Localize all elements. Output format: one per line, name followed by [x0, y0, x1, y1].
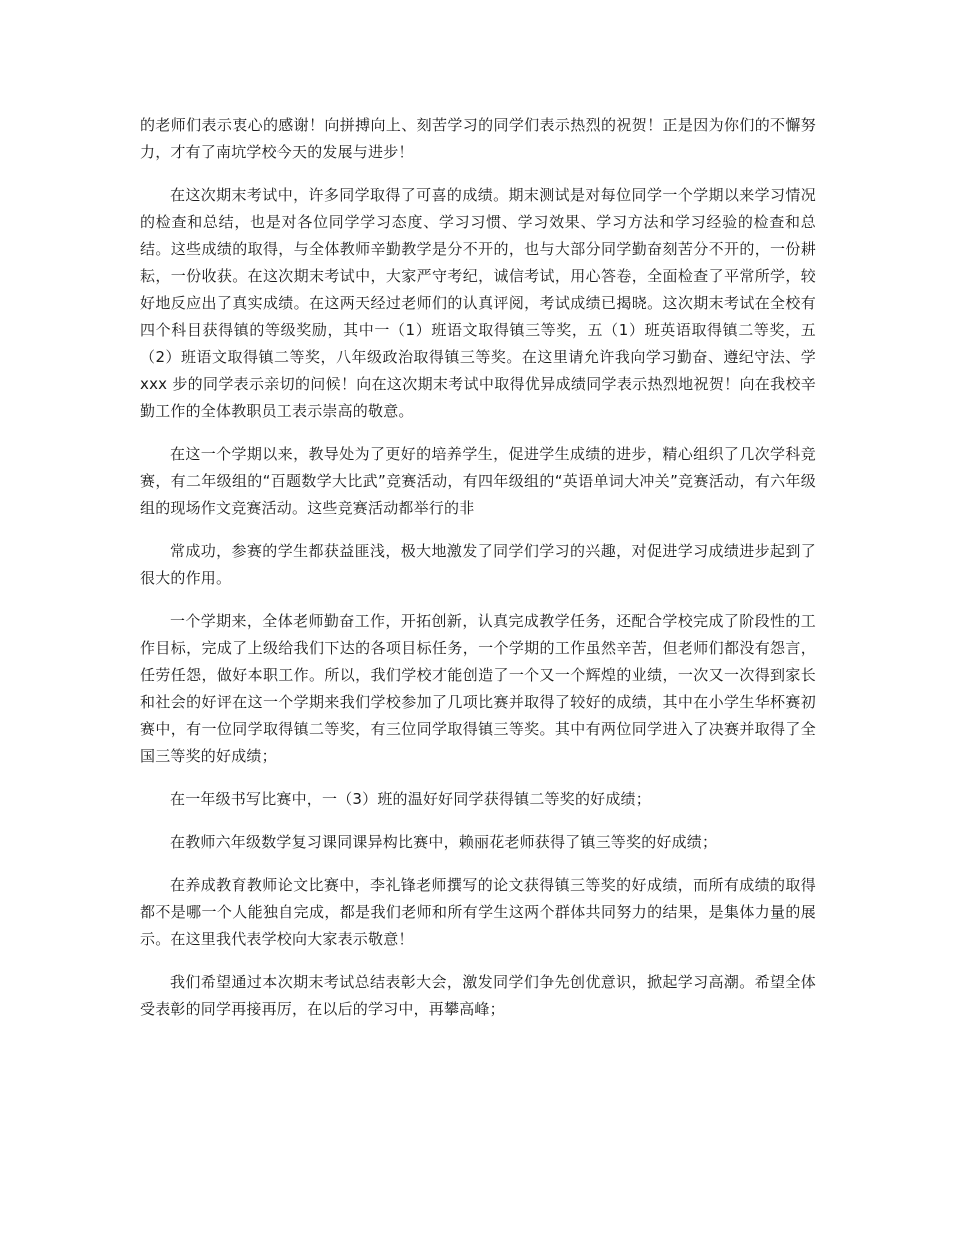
document-page [140, 112, 816, 1039]
paragraph-competition-results: 常成功，参赛的学生都获益匪浅，极大地激发了同学们学习的兴趣，对促进学习成绩进步起到了很大的作用。 [140, 542, 816, 587]
paragraph-writing-contest: 在一年级书写比赛中，一（3）班的温好好同学获得镇二等奖的好成绩； [170, 790, 651, 808]
paragraph-final-exam: 在这次期末考试中，许多同学取得了可喜的成绩。期末测试是对每位同学一个学期以来学习情况的检查和总结，也是对各位同学学习态度、学习习惯、学习效果、学习方法和学习经验的检查和总结。这些成绩的取得，与全体教师辛勤教学是分不开的，也与大部分同学勤奋刻苦分不开的，一份耕耘，一份收获。在这次期末考试中，大家严守考纪，诚信考试，用心答卷，全面检查了平常所学，较好地反应出了真实成绩。在这两天经过老师们的认真评阅，考试成绩已揭晓。这次期末考试在全校有四个科目获得镇的等级奖励，其中一（1）班语文取得镇三等奖，五（1）班英语取得镇二等奖，五（2）班语文取得镇二等奖，八年级政治取得镇三等奖。在这里请允许我向学习勤奋、遵纪守法、学 xxx 步的同学表示亲切的问候！向在这次期末考试中取得优异成绩同学表示热烈地祝贺！向在我校辛勤工作的全体教职员工表示崇高的敬意。 [140, 186, 816, 420]
paragraph-closing-hope: 我们希望通过本次期末考试总结表彰大会，激发同学们争先创优意识，掀起学习高潮。希望全体受表彰的同学再接再厉，在以后的学习中，再攀高峰； [140, 973, 816, 1018]
paragraph-teachers: 一个学期来，全体老师勤奋工作，开拓创新，认真完成教学任务，还配合学校完成了阶段性的工作目标，完成了上级给我们下达的各项目标任务，一个学期的工作虽然辛苦，但老师们都没有怨言，任劳任怨，做好本职工作。所以，我们学校才能创造了一个又一个辉煌的业绩，一次又一次得到家长和社会的好评在这一个学期来我们学校参加了几项比赛并取得了较好的成绩，其中在小学生华杯赛初赛中，有一位同学取得镇二等奖，有三位同学取得镇三等奖。其中有两位同学进入了决赛并取得了全国三等奖的好成绩； [140, 612, 816, 765]
paragraph-essay-contest: 在养成教育教师论文比赛中，李礼锋老师撰写的论文获得镇三等奖的好成绩，而所有成绩的取得都不是哪一个人能独自完成，都是我们老师和所有学生这两个群体共同努力的结果，是集体力量的展示。在这里我代表学校向大家表示敬意！ [140, 876, 816, 948]
paragraph-math-contest: 在教师六年级数学复习课同课异构比赛中，赖丽花老师获得了镇三等奖的好成绩； [170, 833, 718, 851]
paragraph-competitions: 在这一个学期以来，教导处为了更好的培养学生，促进学生成绩的进步，精心组织了几次学科竞赛，有二年级组的“百题数学大比武”竞赛活动，有四年级组的“英语单词大冲关”竞赛活动，有六年级组的现场作文竞赛活动。这些竞赛活动都举行的非 [140, 445, 816, 517]
paragraph-thanks: 的老师们表示衷心的感谢！向拼搏向上、刻苦学习的同学们表示热烈的祝贺！正是因为你们的不懈努力，才有了南坑学校今天的发展与进步！ [140, 116, 816, 161]
